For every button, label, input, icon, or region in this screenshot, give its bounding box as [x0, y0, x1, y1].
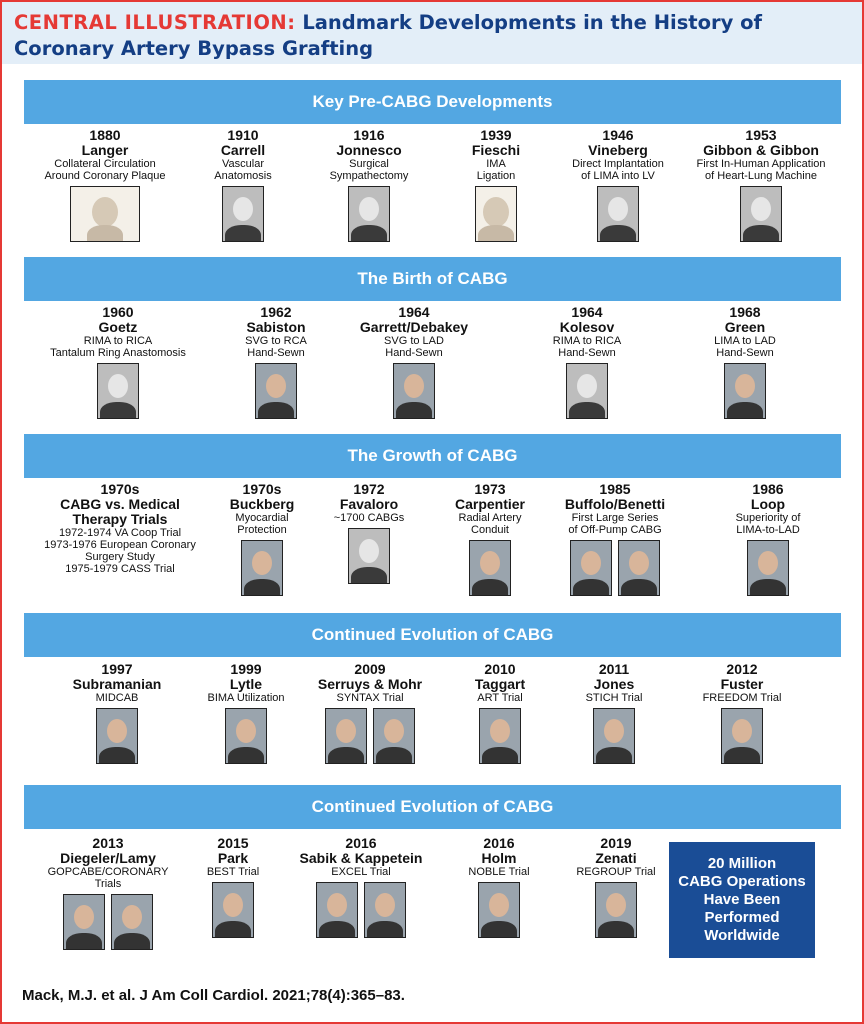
entry-description: MIDCAB	[95, 692, 139, 704]
section-header: The Birth of CABG	[24, 257, 841, 301]
portrait-image	[111, 894, 153, 950]
entry-year: 1997	[101, 661, 133, 677]
entry-photos	[62, 708, 172, 764]
entry-description: NOBLE Trial	[468, 866, 530, 878]
portrait-image	[570, 540, 612, 596]
entry-description: IMA Ligation	[476, 158, 516, 182]
timeline-entry	[216, 305, 336, 419]
entry-photos	[38, 363, 198, 419]
timeline-entry	[561, 836, 671, 938]
entry-photos	[451, 186, 541, 242]
timeline-entry	[30, 128, 180, 242]
portrait-image	[479, 708, 521, 764]
entry-year: 1968	[729, 304, 761, 320]
entry-year: 1973	[474, 481, 506, 497]
timeline-entry	[548, 128, 688, 242]
entry-photos	[30, 186, 180, 242]
timeline-entry	[38, 305, 198, 419]
figure-title-text: Landmark Developments in the History of Coronary Artery Bypass Grafting	[14, 11, 763, 60]
entry-name: CABG vs. Medical Therapy Trials	[60, 496, 180, 527]
entry-name: Fieschi	[471, 142, 521, 158]
entry-name: Langer	[81, 142, 129, 158]
timeline-entry	[435, 482, 545, 596]
portrait-image	[212, 882, 254, 938]
entry-description: SVG to LAD Hand-Sewn	[384, 335, 444, 359]
entry-name: Taggart	[474, 676, 526, 692]
portrait-image	[469, 540, 511, 596]
entry-photos	[444, 882, 554, 938]
callout-box: 20 Million CABG Operations Have Been Performed Worldwide	[669, 842, 815, 958]
entry-name: Carpentier	[454, 496, 526, 512]
entry-description: First In-Human Application of Heart-Lung Machine	[696, 158, 826, 182]
entry-name: Jones	[593, 676, 635, 692]
timeline-entry	[690, 305, 800, 419]
portrait-image	[373, 708, 415, 764]
entry-photos	[687, 708, 797, 764]
entry-description: BIMA Utilization	[207, 692, 285, 704]
entry-year: 2013	[92, 835, 124, 851]
entry-name: Holm	[481, 850, 517, 866]
timeline-entry	[451, 128, 541, 242]
entry-photos	[319, 528, 419, 584]
timeline-entry	[188, 128, 298, 242]
entry-name: Subramanian	[72, 676, 162, 692]
entry-description: First Large Series of Off-Pump CABG	[568, 512, 662, 536]
entry-year: 2010	[484, 661, 516, 677]
entry-year: 2012	[726, 661, 758, 677]
entry-year: 1985	[599, 481, 631, 497]
entry-name: Jonnesco	[336, 142, 402, 158]
entry-name: Garrett/Debakey	[359, 319, 469, 335]
entry-name: Serruys & Mohr	[317, 676, 423, 692]
portrait-image	[70, 186, 140, 242]
timeline-entry	[183, 836, 283, 938]
entry-description: REGROUP Trial	[576, 866, 656, 878]
entry-description: RIMA to RICA Hand-Sewn	[552, 335, 622, 359]
entry-year: 1972	[353, 481, 385, 497]
section-header: Continued Evolution of CABG	[24, 785, 841, 829]
portrait-image	[255, 363, 297, 419]
timeline-entry	[444, 836, 554, 938]
portrait-image	[595, 882, 637, 938]
entry-year: 1986	[752, 481, 784, 497]
entry-name: Carrell	[220, 142, 266, 158]
entry-photos	[713, 540, 823, 596]
entry-description: RIMA to RICA Tantalum Ring Anastomosis	[50, 335, 186, 359]
entry-description: SVG to RCA Hand-Sewn	[245, 335, 307, 359]
entry-name: Park	[217, 850, 249, 866]
entry-photos	[188, 186, 298, 242]
timeline-entry	[314, 128, 424, 242]
entry-photos	[435, 540, 545, 596]
section-header: The Growth of CABG	[24, 434, 841, 478]
figure-title	[14, 10, 844, 62]
entry-photos	[527, 363, 647, 419]
portrait-image	[475, 186, 517, 242]
portrait-image	[593, 708, 635, 764]
entry-name: Zenati	[595, 850, 637, 866]
portrait-image	[393, 363, 435, 419]
timeline-entry	[35, 482, 205, 575]
entry-year: 1946	[602, 127, 634, 143]
entry-name: Buffolo/Benetti	[564, 496, 666, 512]
portrait-image	[740, 186, 782, 242]
portrait-image	[241, 540, 283, 596]
portrait-image	[63, 894, 105, 950]
portrait-image	[222, 186, 264, 242]
entry-name: Goetz	[98, 319, 138, 335]
entry-description: SYNTAX Trial	[336, 692, 404, 704]
entry-name: Kolesov	[559, 319, 615, 335]
portrait-image	[348, 186, 390, 242]
timeline-entry	[545, 482, 685, 596]
timeline-entry	[319, 482, 419, 584]
entry-name: Sabiston	[246, 319, 306, 335]
entry-description: Surgical Sympathectomy	[329, 158, 409, 182]
section-header: Key Pre-CABG Developments	[24, 80, 841, 124]
entry-name: Loop	[750, 496, 786, 512]
entry-description: Direct Implantation of LIMA into LV	[572, 158, 664, 182]
entry-description: EXCEL Trial	[331, 866, 391, 878]
timeline-entry	[349, 305, 479, 419]
timeline-entry	[445, 662, 555, 764]
entry-year: 2016	[483, 835, 515, 851]
timeline-entry	[686, 128, 836, 242]
entry-photos	[548, 186, 688, 242]
entry-description: GOPCABE/CORONARY Trials	[47, 866, 169, 890]
entry-photos	[216, 363, 336, 419]
entry-year: 1970s	[100, 481, 140, 497]
entry-photos	[561, 882, 671, 938]
entry-year: 1880	[89, 127, 121, 143]
timeline-entry	[286, 836, 436, 938]
entry-description: Radial Artery Conduit	[458, 512, 522, 536]
entry-year: 2019	[600, 835, 632, 851]
timeline-entry	[713, 482, 823, 596]
portrait-image	[721, 708, 763, 764]
entry-photos	[43, 894, 173, 950]
timeline-entry	[212, 482, 312, 596]
entry-photos	[349, 363, 479, 419]
entry-year: 1964	[398, 304, 430, 320]
portrait-image	[348, 528, 390, 584]
citation: Mack, M.J. et al. J Am Coll Cardiol. 2021;78(4):365–83.	[22, 987, 405, 1004]
entry-year: 2009	[354, 661, 386, 677]
entry-photos	[295, 708, 445, 764]
entry-name: Gibbon & Gibbon	[703, 142, 819, 158]
entry-description: BEST Trial	[206, 866, 260, 878]
entry-description: FREEDOM Trial	[702, 692, 782, 704]
entry-name: Buckberg	[229, 496, 295, 512]
entry-photos	[183, 882, 283, 938]
entry-photos	[686, 186, 836, 242]
entry-photos	[690, 363, 800, 419]
entry-description: ART Trial	[477, 692, 523, 704]
entry-year: 1962	[260, 304, 292, 320]
entry-year: 1916	[353, 127, 385, 143]
entry-name: Lytle	[229, 676, 263, 692]
portrait-image	[225, 708, 267, 764]
entry-year: 1939	[480, 127, 512, 143]
timeline-entry	[559, 662, 669, 764]
entry-year: 1960	[102, 304, 134, 320]
entry-name: Favaloro	[339, 496, 399, 512]
entry-name: Green	[724, 319, 766, 335]
entry-name: Vineberg	[588, 142, 648, 158]
entry-year: 1910	[227, 127, 259, 143]
entry-description: Vascular Anatomosis	[214, 158, 272, 182]
entry-year: 1964	[571, 304, 603, 320]
portrait-image	[316, 882, 358, 938]
entry-photos	[559, 708, 669, 764]
portrait-image	[566, 363, 608, 419]
entry-year: 2015	[217, 835, 249, 851]
section-header: Continued Evolution of CABG	[24, 613, 841, 657]
entry-description: 1972-1974 VA Coop Trial 1973-1976 European Coronary Surgery Study 1975-1979 CASS Trial	[44, 527, 196, 575]
entry-photos	[545, 540, 685, 596]
timeline-entry	[527, 305, 647, 419]
entry-photos	[286, 882, 436, 938]
entry-year: 2016	[345, 835, 377, 851]
portrait-image	[96, 708, 138, 764]
portrait-image	[364, 882, 406, 938]
figure-label: CENTRAL ILLUSTRATION:	[14, 11, 296, 34]
entry-year: 1970s	[242, 481, 282, 497]
entry-photos	[445, 708, 555, 764]
entry-name: Diegeler/Lamy	[60, 850, 156, 866]
timeline-entry	[295, 662, 445, 764]
timeline-entry	[687, 662, 797, 764]
entry-description: Collateral Circulation Around Coronary Plaque	[44, 158, 166, 182]
entry-year: 2011	[598, 661, 630, 677]
entry-photos	[186, 708, 306, 764]
portrait-image	[597, 186, 639, 242]
portrait-image	[747, 540, 789, 596]
entry-description: ~1700 CABGs	[333, 512, 405, 524]
portrait-image	[97, 363, 139, 419]
portrait-image	[724, 363, 766, 419]
entry-photos	[314, 186, 424, 242]
entry-year: 1999	[230, 661, 262, 677]
figure-header	[2, 2, 862, 64]
entry-year: 1953	[745, 127, 777, 143]
entry-description: Myocardial Protection	[235, 512, 289, 536]
entry-name: Fuster	[720, 676, 764, 692]
entry-description: Superiority of LIMA-to-LAD	[735, 512, 801, 536]
entry-photos	[212, 540, 312, 596]
timeline-entry	[186, 662, 306, 764]
timeline-entry	[62, 662, 172, 764]
entry-name: Sabik & Kappetein	[299, 850, 423, 866]
timeline-entry	[43, 836, 173, 950]
portrait-image	[325, 708, 367, 764]
portrait-image	[618, 540, 660, 596]
entry-description: LIMA to LAD Hand-Sewn	[714, 335, 776, 359]
entry-description: STICH Trial	[585, 692, 643, 704]
portrait-image	[478, 882, 520, 938]
